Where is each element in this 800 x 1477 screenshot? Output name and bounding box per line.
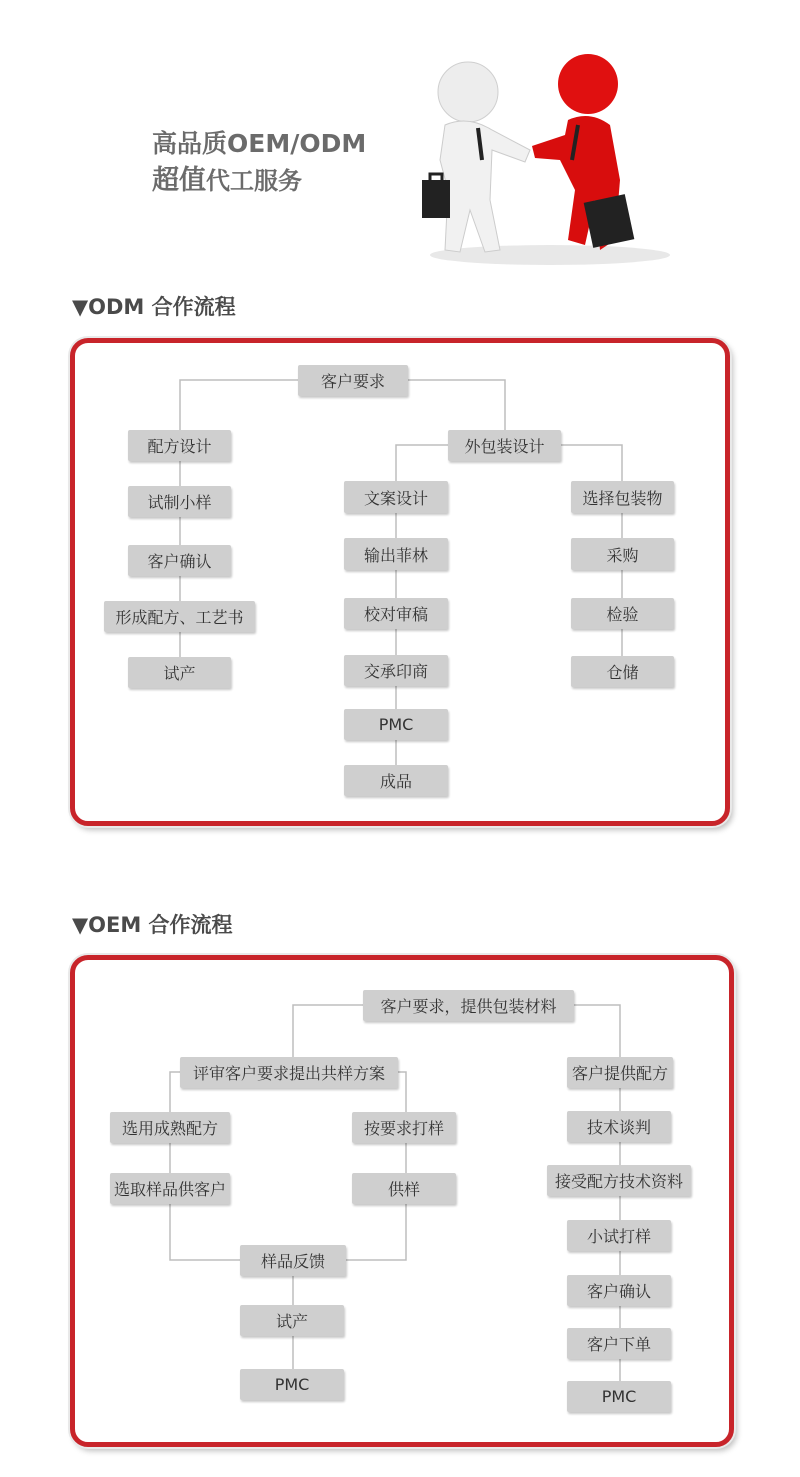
oem-right-step: 接受配方技术资料 [547,1165,691,1196]
odm-copy-step: 输出菲林 [344,538,448,570]
odm-section-title: ▼ODM 合作流程 [72,295,236,319]
oem-mid-step: 按要求打样 [352,1112,456,1143]
odm-copy-step: 校对审稿 [344,598,448,629]
odm-copy-step: 成品 [344,765,448,796]
hero-title-rest: 代工服务 [206,167,302,195]
oem-right-step: PMC [567,1381,671,1412]
odm-formula-step: 形成配方、工艺书 [104,601,255,632]
odm-material-step: 选择包装物 [571,481,674,513]
hero-title-line1: 高品质OEM/ODM [152,129,367,158]
odm-package-root: 外包装设计 [448,430,561,461]
odm-formula-step: 客户确认 [128,545,231,576]
odm-formula-step: 试产 [128,657,231,688]
odm-material-step: 检验 [571,598,674,629]
hero-title-emphasis: 超值 [152,165,206,196]
oem-left-step: 选用成熟配方 [110,1112,230,1143]
oem-feedback-step: PMC [240,1369,344,1400]
odm-node-root: 客户要求 [298,365,408,396]
odm-formula-step: 配方设计 [128,430,231,461]
oem-feedback-step: 试产 [240,1305,344,1336]
oem-feedback-step: 样品反馈 [240,1245,346,1276]
odm-material-step: 仓储 [571,656,674,687]
oem-node-root: 客户要求，提供包装材料 [363,990,574,1021]
oem-right-step: 客户提供配方 [567,1057,673,1088]
odm-copy-step: 交承印商 [344,655,448,686]
odm-formula-step: 试制小样 [128,486,231,517]
oem-right-step: 客户下单 [567,1328,671,1359]
odm-copy-step: PMC [344,709,448,740]
oem-right-step: 技术谈判 [567,1111,671,1142]
oem-node-review: 评审客户要求提出共样方案 [180,1057,398,1088]
odm-material-step: 采购 [571,538,674,570]
oem-left-step: 选取样品供客户 [110,1173,230,1204]
odm-copy-step: 文案设计 [344,481,448,513]
oem-right-step: 小试打样 [567,1220,671,1251]
oem-section-title: ▼OEM 合作流程 [72,913,233,937]
oem-right-step: 客户确认 [567,1275,671,1306]
oem-mid-step: 供样 [352,1173,456,1204]
